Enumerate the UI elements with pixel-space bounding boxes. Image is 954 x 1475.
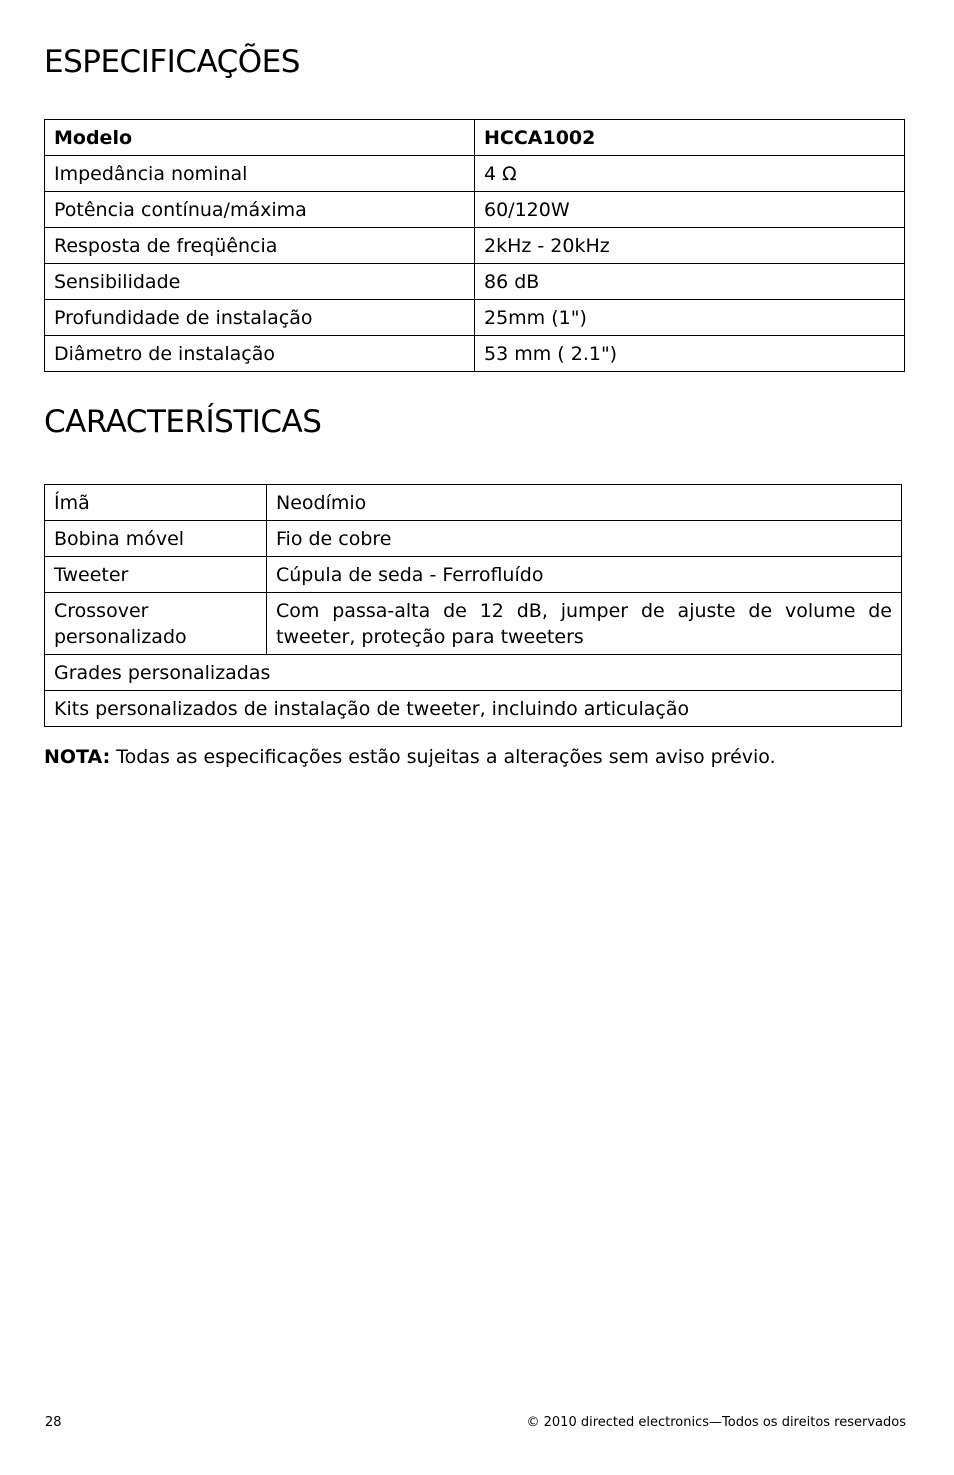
note-text: Todas as especificações estão sujeitas a alterações sem aviso prévio. [110,746,776,768]
feature-full-row: Grades personalizadas [45,655,902,691]
specs-table [44,119,905,372]
feature-full-row: Kits personalizados de instalação de tweeter, incluindo articulação [45,691,902,727]
feature-value: Cúpula de seda - Ferrofluído [267,557,902,593]
feature-value: Com passa-alta de 12 dB, jumper de ajuste de volume de tweeter, proteção para tweeters [267,593,902,655]
spec-value: 60/120W [475,192,905,228]
spec-label: Impedância nominal [45,156,475,192]
spec-value: 86 dB [475,264,905,300]
table-row [45,264,905,300]
spec-header-label: Modelo [45,120,475,156]
feature-label: Crossover personalizado [45,593,267,655]
note [44,745,776,769]
spec-label: Resposta de freqüência [45,228,475,264]
table-row [45,336,905,372]
table-row [45,691,902,727]
feature-value: Neodímio [267,485,902,521]
page-number: 28 [45,1415,62,1430]
spec-value: 2kHz - 20kHz [475,228,905,264]
feature-value: Fio de cobre [267,521,902,557]
table-row [45,485,902,521]
features-table [44,484,902,727]
feature-label: Tweeter [45,557,267,593]
table-row [45,655,902,691]
table-row [45,300,905,336]
table-row [45,521,902,557]
features-title: CARACTERÍSTICAS [44,404,322,440]
specs-title: ESPECIFICAÇÕES [44,44,300,80]
spec-value: 53 mm ( 2.1") [475,336,905,372]
table-row [45,557,902,593]
feature-label: Ímã [45,485,267,521]
spec-value: 4 Ω [475,156,905,192]
spec-label: Potência contínua/máxima [45,192,475,228]
table-row [45,192,905,228]
spec-header-value: HCCA1002 [475,120,905,156]
spec-label: Sensibilidade [45,264,475,300]
spec-label: Profundidade de instalação [45,300,475,336]
feature-label: Bobina móvel [45,521,267,557]
table-row [45,228,905,264]
table-row [45,156,905,192]
table-row [45,120,905,156]
spec-value: 25mm (1") [475,300,905,336]
table-row [45,593,902,655]
note-label: NOTA: [44,746,111,768]
spec-label: Diâmetro de instalação [45,336,475,372]
copyright: © 2010 directed electronics—Todos os direitos reservados [526,1415,906,1430]
